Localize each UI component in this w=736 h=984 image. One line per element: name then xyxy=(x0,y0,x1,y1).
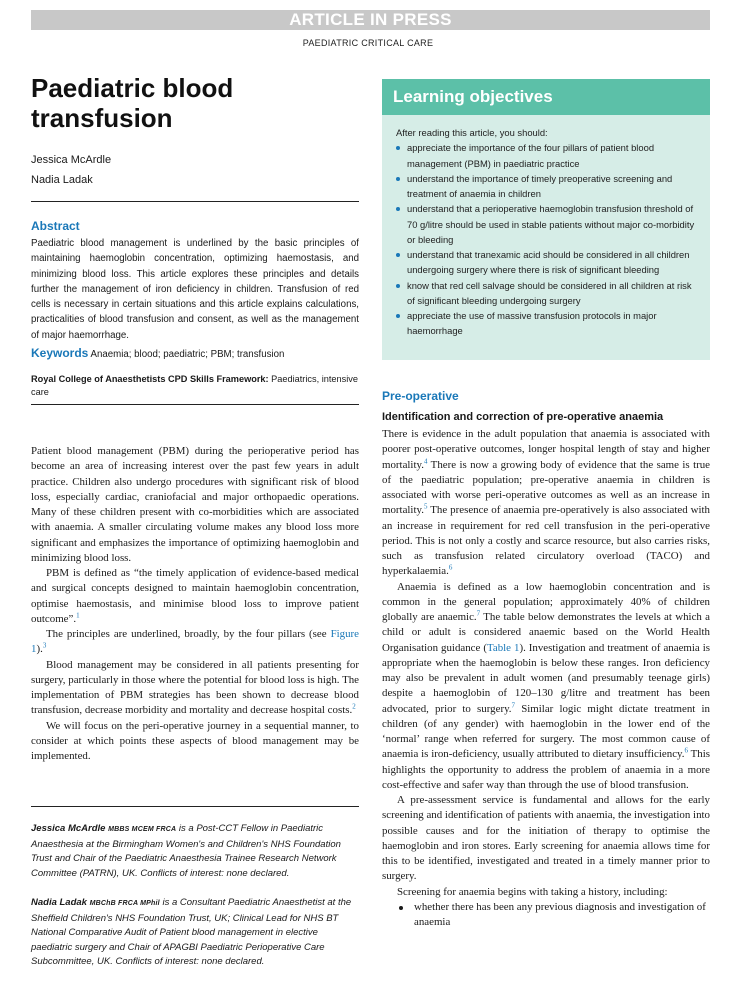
citation-link[interactable]: 6 xyxy=(448,563,453,572)
paragraph-text: ). xyxy=(36,643,43,656)
abstract-text: Paediatric blood management is underlined by the basic principles of maintaining haemoglobin concentration, optimizing haemostasis, and minimizing blood loss. This article explores these principles and details further the management of iron deficiency in children. Transfusion of red cells is necessary in certain situations and this article explains calculations, practicalities of blood transfusion and consent, as well as the management of major haemorrhage. xyxy=(31,238,359,341)
cpd-framework-label: Royal College of Anaesthetists CPD Skills Framework: xyxy=(31,374,269,384)
section-heading: Pre-operative xyxy=(382,389,459,403)
citation-link[interactable]: 2 xyxy=(352,702,356,711)
citation-link[interactable]: 3 xyxy=(42,641,47,650)
author-footnote xyxy=(31,896,359,970)
citation-link[interactable]: 7 xyxy=(476,609,481,618)
paragraph-text: There is now a growing body of evidence that the same is true of the paediatric population; pre-operative anaemia in children is associated with worse peri-operative outcomes as well as an increase in mortality. xyxy=(382,458,710,517)
paragraph-text: The principles are underlined, broadly, by the four pillars (see xyxy=(46,628,331,640)
footnote-degrees: MBBS MCEM FRCA xyxy=(108,826,177,833)
cpd-framework-text: Paediatrics, intensive care xyxy=(31,374,358,397)
list-item: understand that a perioperative haemoglobin transfusion threshold of 70 g/litre should be used in stable patients without major co-morbidity or bleeding xyxy=(396,201,696,247)
list-item: appreciate the importance of the four pillars of patient blood management (PBM) in paediatric practice xyxy=(396,140,696,171)
intro-body xyxy=(31,444,359,764)
article-title: Paediatric blood transfusion xyxy=(31,73,234,133)
list-item: know that red cell salvage should be considered in all children at risk of significant bleeding undergoing surgery xyxy=(396,278,696,309)
paragraph xyxy=(31,566,359,627)
paragraph xyxy=(382,580,710,794)
list-item: whether there has been any previous diagnosis and investigation of anaemia xyxy=(382,900,710,931)
paragraph-text: There is evidence in the adult population that anaemia is associated with poorer post-operative outcomes, longer hospital length of stay and higher mortality. xyxy=(382,428,710,471)
subsection-heading: Identification and correction of pre-operative anaemia xyxy=(382,411,664,423)
paragraph-text: The presence of anaemia pre-operatively is also associated with an increase in requirement for red cell transfusion in the peri-operative period. This is not only a costly and scarce resource, but also carries risks, such as transfusion related circulatory overload (TACO) and hyperkalaemia. xyxy=(382,504,710,578)
table-link[interactable]: Table 1 xyxy=(486,641,520,654)
paragraph: We will focus on the peri-operative journey in a sequential manner, to consider at which points these aspects of blood management may be implemented. xyxy=(31,719,359,762)
citation-link[interactable]: 6 xyxy=(684,746,688,755)
divider xyxy=(31,201,359,202)
author-list xyxy=(31,150,359,190)
citation-link[interactable]: 7 xyxy=(511,700,516,709)
cpd-framework xyxy=(31,373,359,399)
list-item: understand the importance of timely preoperative screening and treatment of anaemia in children xyxy=(396,171,696,202)
footnote-author-name: Jessica McArdle xyxy=(31,823,106,834)
article-in-press-banner: ARTICLE IN PRESS xyxy=(31,10,710,30)
footnote-author-name: Nadia Ladak xyxy=(31,897,87,908)
figure-link[interactable]: Figure 1 xyxy=(31,628,359,656)
paragraph xyxy=(31,658,359,719)
author-footnote xyxy=(31,822,359,881)
keywords-text: Anaemia; blood; paediatric; PBM; transfusion xyxy=(90,349,285,360)
author-name[interactable]: Jessica McArdle xyxy=(31,154,112,166)
footnote-degrees: MBChB FRCA MPhil xyxy=(89,900,160,907)
footnote-text: is a Consultant Paediatric Anaesthetist at the Sheffield Children's NHS Foundation Trust, UK; Clinical Lead for NHS BT National Comparative Audit of Patient blood management in elective paediatric surgery and Chair of APAGBI Paediatric Perioperative Care Subcommittee, UK. Conflicts of interest: none declared. xyxy=(31,897,352,967)
list-item: understand that tranexamic acid should be considered in all children undergoing surgery where there is risk of significant bleeding xyxy=(396,247,696,278)
preop-body xyxy=(382,427,710,930)
paragraph: Screening for anaemia begins with taking a history, including: xyxy=(397,885,668,898)
paragraph xyxy=(382,427,710,580)
learning-objectives-heading: Learning objectives xyxy=(382,79,710,115)
divider xyxy=(31,404,359,405)
journal-section-label: PAEDIATRIC CRITICAL CARE xyxy=(302,38,434,48)
learning-objectives-list xyxy=(396,140,696,338)
keywords-label: Keywords xyxy=(31,346,89,360)
footnote-text: is a Post-CCT Fellow in Paediatric Anaesthesia at the Birmingham Women's and Children's NHS Foundation Trust and Chair of the Paediatric Anaesthesia Trainee Research Network Committee (PATRN), UK. Conflicts of interest: none declared. xyxy=(31,823,341,879)
paragraph: A pre-assessment service is fundamental and allows for the early screening and identification of patients with anaemia, the investigation into possible causes and for the initiation of therapy to optimise the haemoglobin and iron stores. Early screening for anaemia allows time for this to be identified, investigated and treated in a timely manner prior to surgery. xyxy=(382,794,710,883)
learning-objectives-box xyxy=(382,115,710,360)
citation-link[interactable]: 1 xyxy=(76,611,80,620)
paragraph-text: ). Investigation and treatment of anaemia is appropriate when the haemoglobin is below these ranges. Iron deficiency may also be prevalent in adult women (and presumably teenage girls) despite a haemoglobin of 120–130 g/litre and treatment has been advocated, prior to surgery. xyxy=(382,641,710,715)
screening-list xyxy=(382,900,710,931)
paragraph-text: Blood management may be considered in all patients presenting for surgery, particularly in those where the potential for blood loss is high. The implementation of PBM strategies has been shown to decrease blood transfusion, decrease morbidity and mortality and decrease hospital costs. xyxy=(31,658,359,717)
paragraph-text: This highlights the opportunity to address the problem of anaemia in a more cost-effective and safer way than through the use of blood transfusion. xyxy=(382,748,710,791)
keywords xyxy=(31,346,359,362)
learning-objectives-intro: After reading this article, you should: xyxy=(396,127,548,138)
paragraph-text: PBM is defined as “the timely application of evidence-based medical and surgical concepts designed to maintain haemoglobin concentration, optimise haemostasis, and minimise blood loss to improve patient outcome”. xyxy=(31,567,359,625)
list-item: appreciate the use of massive transfusion protocols in major haemorrhage xyxy=(396,308,696,339)
paragraph-text: The table below demonstrates the levels at which a child or adult is considered anaemic based on the World Health Organisation guidance ( xyxy=(382,611,711,654)
paragraph-text: Anaemia is defined as a low haemoglobin concentration and is common in the general population; approximately 40% of children globally are anaemic. xyxy=(382,580,710,623)
footnote-divider xyxy=(31,806,359,807)
paragraph: Patient blood management (PBM) during the perioperative period has become an area of increasing interest over the past few years in adult practice. Children also undergo procedures with significant risk of blood loss, especially cardiac, craniofacial and major orthopaedic operations. Many of these children present with co-morbidities which are associated with anaemia. A smaller circulating volume makes any blood loss more significant and emphasizes the importance of optimizing haemoglobin and minimizing blood loss. xyxy=(31,445,359,564)
author-name[interactable]: Nadia Ladak xyxy=(31,174,93,186)
citation-link[interactable]: 5 xyxy=(423,502,428,511)
abstract-heading: Abstract xyxy=(31,219,80,233)
paragraph-text: Similar logic might dictate treatment in children (of any gender) with haemoglobin in the lower end of the ‘normal’ range when referred for surgery. The most common cause of anaemia is iron-deficiency, usually attributed to dietary insufficiency. xyxy=(382,702,710,761)
citation-link[interactable]: 4 xyxy=(423,456,428,465)
paragraph xyxy=(31,627,359,658)
